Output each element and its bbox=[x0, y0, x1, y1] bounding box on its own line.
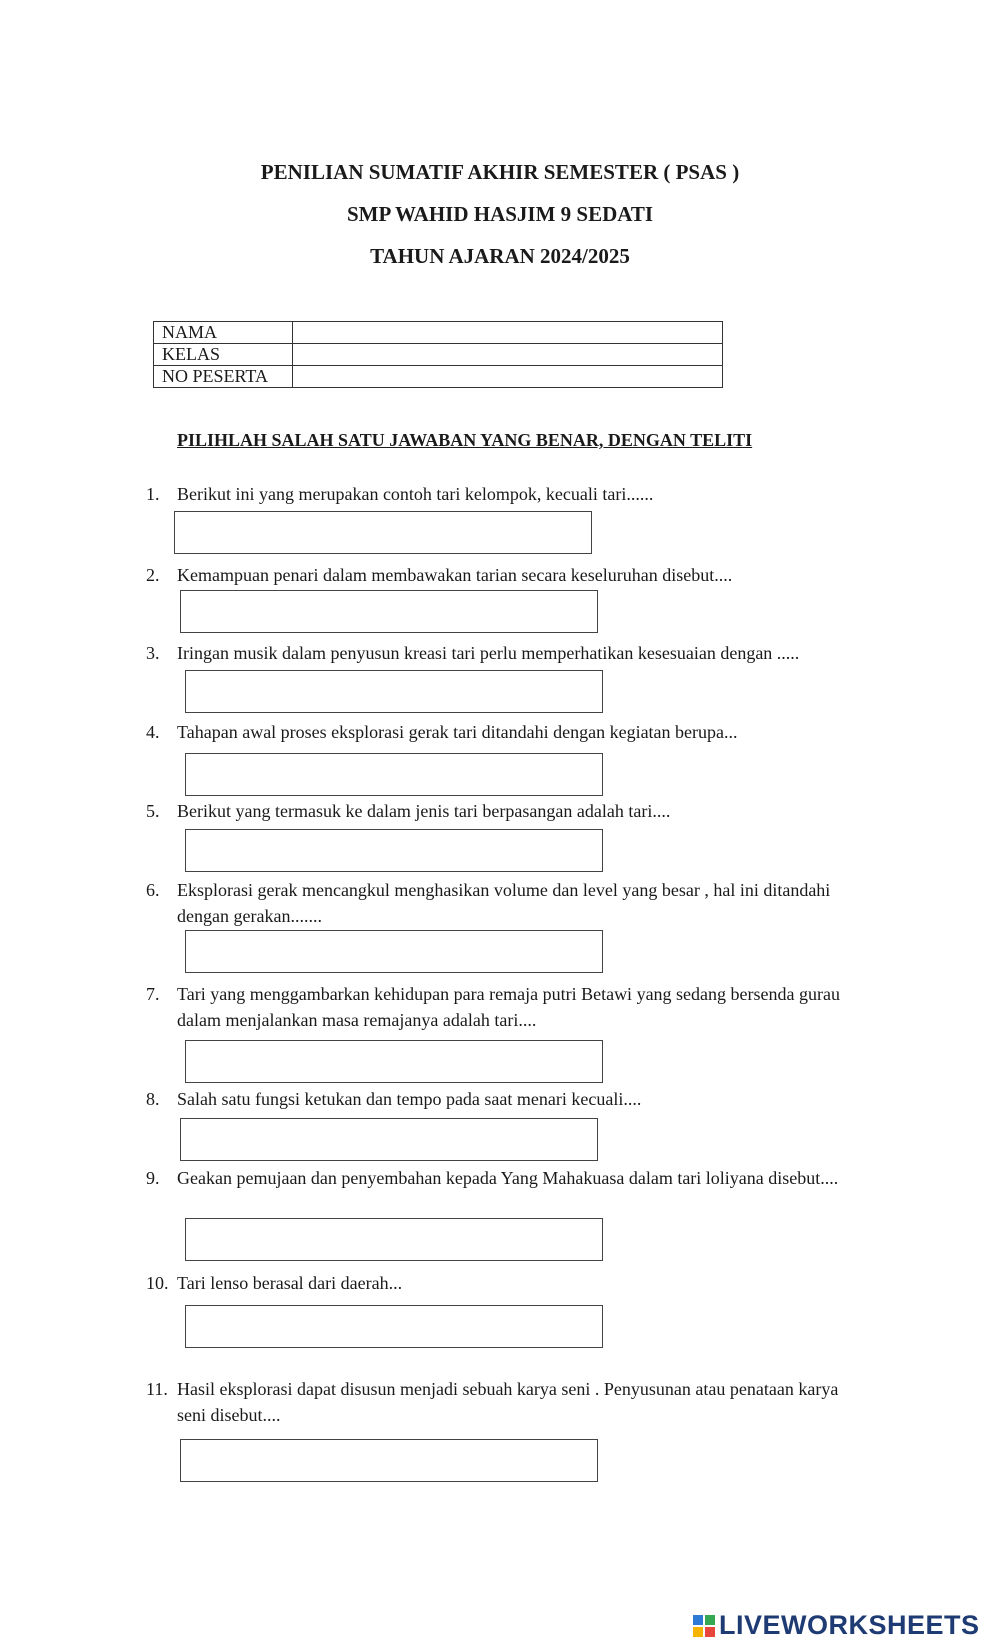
academic-year: TAHUN AJARAN 2024/2025 bbox=[370, 244, 630, 268]
answer-box-10[interactable] bbox=[185, 1305, 603, 1348]
answer-box-5[interactable] bbox=[185, 829, 603, 872]
answer-box-7[interactable] bbox=[185, 1040, 603, 1083]
question-number: 11. bbox=[146, 1379, 168, 1399]
question-text: Tari yang menggambarkan kehidupan para remaja putri Betawi yang sedang bersenda gurau dalam menjalankan masa remajanya adalah tari.... bbox=[177, 984, 840, 1030]
question-text: Berikut ini yang merupakan contoh tari kelompok, kecuali tari...... bbox=[177, 484, 654, 504]
identity-label: NO PESERTA bbox=[154, 366, 293, 388]
answer-box-9[interactable] bbox=[185, 1218, 603, 1261]
answer-box-11[interactable] bbox=[180, 1439, 598, 1482]
question-text: Geakan pemujaan dan penyembahan kepada Yang Mahakuasa dalam tari loliyana disebut.... bbox=[177, 1168, 839, 1188]
question-number: 2. bbox=[146, 565, 160, 585]
identity-value-field[interactable] bbox=[293, 366, 723, 388]
question-number: 3. bbox=[146, 643, 160, 663]
question-text: Kemampuan penari dalam membawakan tarian secara keseluruhan disebut.... bbox=[177, 565, 733, 585]
exam-title: PENILIAN SUMATIF AKHIR SEMESTER ( PSAS ) bbox=[260, 160, 740, 184]
instruction-text: PILIHLAH SALAH SATU JAWABAN YANG BENAR, DENGAN TELITI bbox=[177, 430, 753, 450]
answer-box-6[interactable] bbox=[185, 930, 603, 973]
identity-value-field[interactable] bbox=[293, 344, 723, 366]
identity-row-no-peserta bbox=[154, 366, 723, 388]
student-identity-table bbox=[153, 321, 723, 388]
identity-value-field[interactable] bbox=[293, 322, 723, 344]
question-number: 7. bbox=[146, 984, 160, 1004]
identity-label: NAMA bbox=[154, 322, 293, 344]
liveworksheets-logo[interactable] bbox=[693, 1610, 980, 1641]
question-number: 6. bbox=[146, 880, 160, 900]
answer-box-2[interactable] bbox=[180, 590, 598, 633]
answer-box-3[interactable] bbox=[185, 670, 603, 713]
question-text: Hasil eksplorasi dapat disusun menjadi sebuah karya seni . Penyusunan atau penataan karya seni disebut.... bbox=[177, 1379, 839, 1425]
answer-box-1[interactable] bbox=[174, 511, 592, 554]
logo-text: LIVEWORKSHEETS bbox=[719, 1610, 980, 1640]
answer-box-4[interactable] bbox=[185, 753, 603, 796]
logo-square-blue bbox=[693, 1615, 703, 1625]
question-number: 1. bbox=[146, 484, 160, 504]
question-text: Eksplorasi gerak mencangkul menghasikan volume dan level yang besar , hal ini ditandahi dengan gerakan....... bbox=[177, 880, 831, 926]
question-number: 9. bbox=[146, 1168, 160, 1188]
identity-row-kelas bbox=[154, 344, 723, 366]
answer-box-8[interactable] bbox=[180, 1118, 598, 1161]
question-number: 5. bbox=[146, 801, 160, 821]
question-text: Tahapan awal proses eksplorasi gerak tari ditandahi dengan kegiatan berupa... bbox=[177, 722, 738, 742]
logo-square-yellow bbox=[693, 1627, 703, 1637]
school-name: SMP WAHID HASJIM 9 SEDATI bbox=[346, 202, 654, 226]
logo-square-green bbox=[705, 1615, 715, 1625]
identity-label: KELAS bbox=[154, 344, 293, 366]
question-number: 10. bbox=[146, 1273, 169, 1293]
logo-square-red bbox=[705, 1627, 715, 1637]
question-text: Salah satu fungsi ketukan dan tempo pada saat menari kecuali.... bbox=[177, 1089, 642, 1109]
question-text: Berikut yang termasuk ke dalam jenis tari berpasangan adalah tari.... bbox=[177, 801, 671, 821]
question-text: Iringan musik dalam penyusun kreasi tari perlu memperhatikan kesesuaian dengan ..... bbox=[177, 643, 800, 663]
question-number: 8. bbox=[146, 1089, 160, 1109]
identity-row-nama bbox=[154, 322, 723, 344]
question-number: 4. bbox=[146, 722, 160, 742]
liveworksheets-logo-icon bbox=[693, 1615, 715, 1637]
question-text: Tari lenso berasal dari daerah... bbox=[177, 1273, 403, 1293]
